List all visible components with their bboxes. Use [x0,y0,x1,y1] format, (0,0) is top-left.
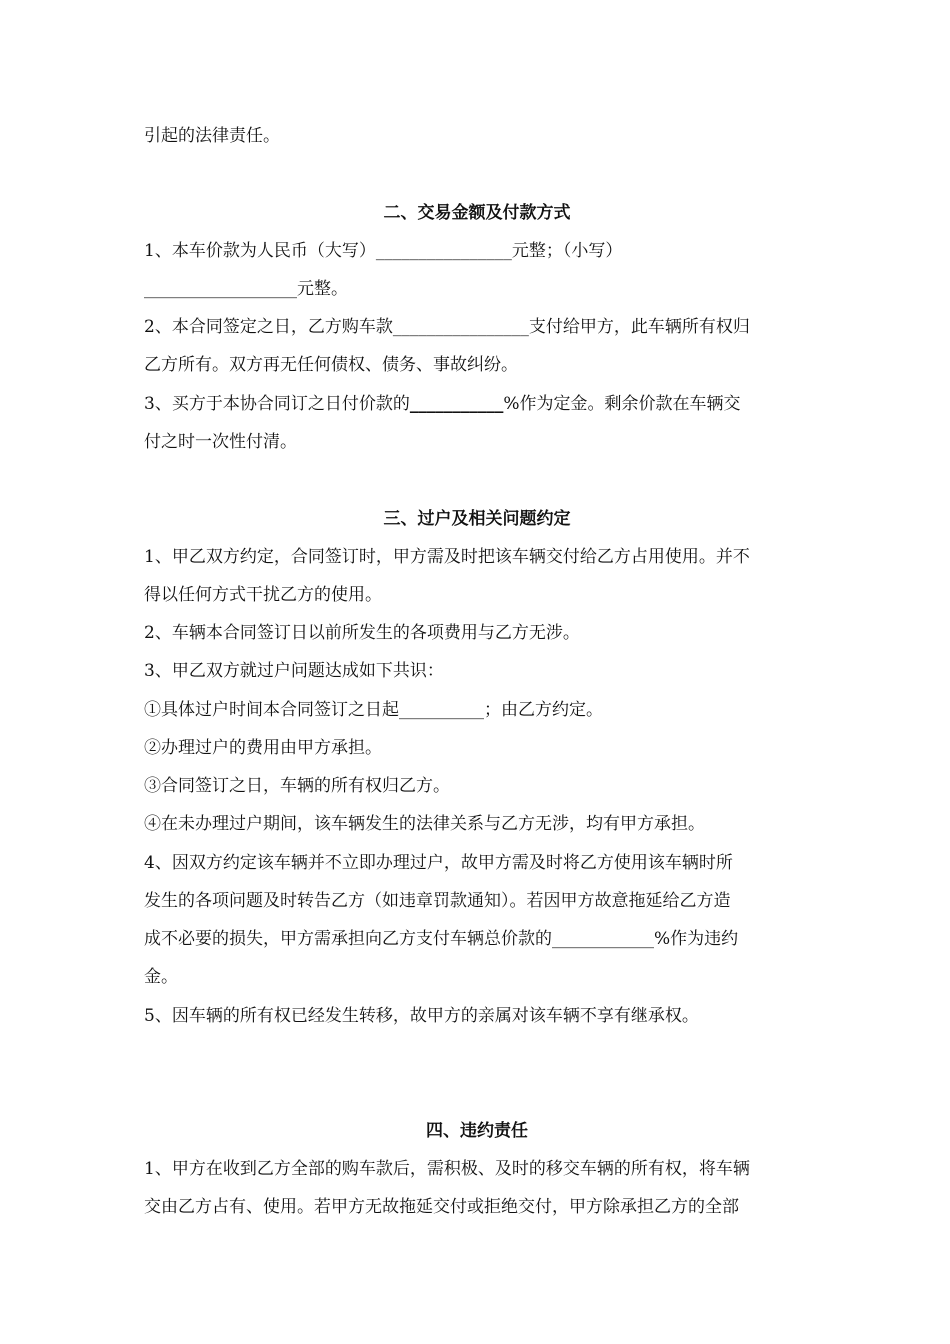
price-lowercase-blank: __________________ [144,279,297,299]
transfer-date-blank: __________ [399,700,484,720]
section2-p2-line1 [144,316,810,338]
intro-line: 引起的法律责任。 [144,126,280,146]
section3-p4-line4: 金。 [144,967,178,987]
section2-p3-text-a: 3、买方于本协合同订之日付价款的 [144,394,410,414]
section4-p1-line1: 1、甲方在收到乙方全部的购车款后，需积极、及时的移交车辆的所有权，将车辆 [144,1159,750,1179]
deposit-percent-blank: ___________ [409,394,504,414]
section3-p4-line2: 发生的各项问题及时转告乙方（如违章罚款通知）。若因甲方故意拖延给乙方造 [144,891,731,911]
section4-p1-line2: 交由乙方占有、使用。若甲方无故拖延交付或拒绝交付，甲方除承担乙方的全部 [144,1197,739,1217]
section3-title: 三、过户及相关问题约定 [383,509,571,529]
section3-p4-line3 [144,928,810,950]
penalty-percent-blank: ____________ [552,929,654,949]
section2-p1-text-a: 1、本车价款为人民币（大写） [144,241,376,261]
section3-item1-text-a: ①具体过户时间本合同签订之日起 [144,700,399,720]
section3-item3: ③合同签订之日，车辆的所有权归乙方。 [144,776,450,796]
section2-title: 二、交易金额及付款方式 [383,203,571,223]
section3-p4-text-a: 成不必要的损失，甲方需承担向乙方支付车辆总价款的 [144,929,552,949]
section3-item4: ④在未办理过户期间，该车辆发生的法律关系与乙方无涉，均有甲方承担。 [144,814,705,834]
section2-p2-text-b: 支付给甲方，此车辆所有权归 [528,317,750,337]
section4-title: 四、违约责任 [426,1121,528,1141]
section3-item1-text-b: ；由乙方约定。 [484,700,603,720]
section3-p1-line2: 得以任何方式干扰乙方的使用。 [144,585,382,605]
price-uppercase-blank: ________________ [375,241,512,261]
section2-p2-text-a: 2、本合同签定之日，乙方购车款 [144,317,393,337]
section3-item2: ②办理过户的费用由甲方承担。 [144,738,382,758]
section2-p2-line2: 乙方所有。双方再无任何债权、债务、事故纠纷。 [144,355,518,375]
section2-p3-line2: 付之时一次性付清。 [144,432,297,452]
section2-p3-text-b: %作为定金。剩余价款在车辆交 [503,394,741,414]
section2-p1-text-c: 元整。 [297,279,348,299]
section2-p1-line1 [144,240,810,262]
section3-p3: 3、甲乙双方就过户问题达成如下共识： [144,661,444,681]
section2-p1-line2 [144,278,810,300]
payment-amount-blank: ________________ [392,317,529,337]
section3-p4-line1: 4、因双方约定该车辆并不立即办理过户，故甲方需及时将乙方使用该车辆时所 [144,853,733,873]
section2-p1-text-b: 元整；（小写） [511,241,623,261]
section3-item1 [144,699,810,721]
section3-p2: 2、车辆本合同签订日以前所发生的各项费用与乙方无涉。 [144,623,580,643]
section2-p3-line1 [144,393,810,415]
section3-p4-text-b: %作为违约 [654,929,739,949]
section3-p5: 5、因车辆的所有权已经发生转移，故甲方的亲属对该车辆不享有继承权。 [144,1006,699,1026]
section3-p1-line1: 1、甲乙双方约定，合同签订时，甲方需及时把该车辆交付给乙方占用使用。并不 [144,547,750,567]
